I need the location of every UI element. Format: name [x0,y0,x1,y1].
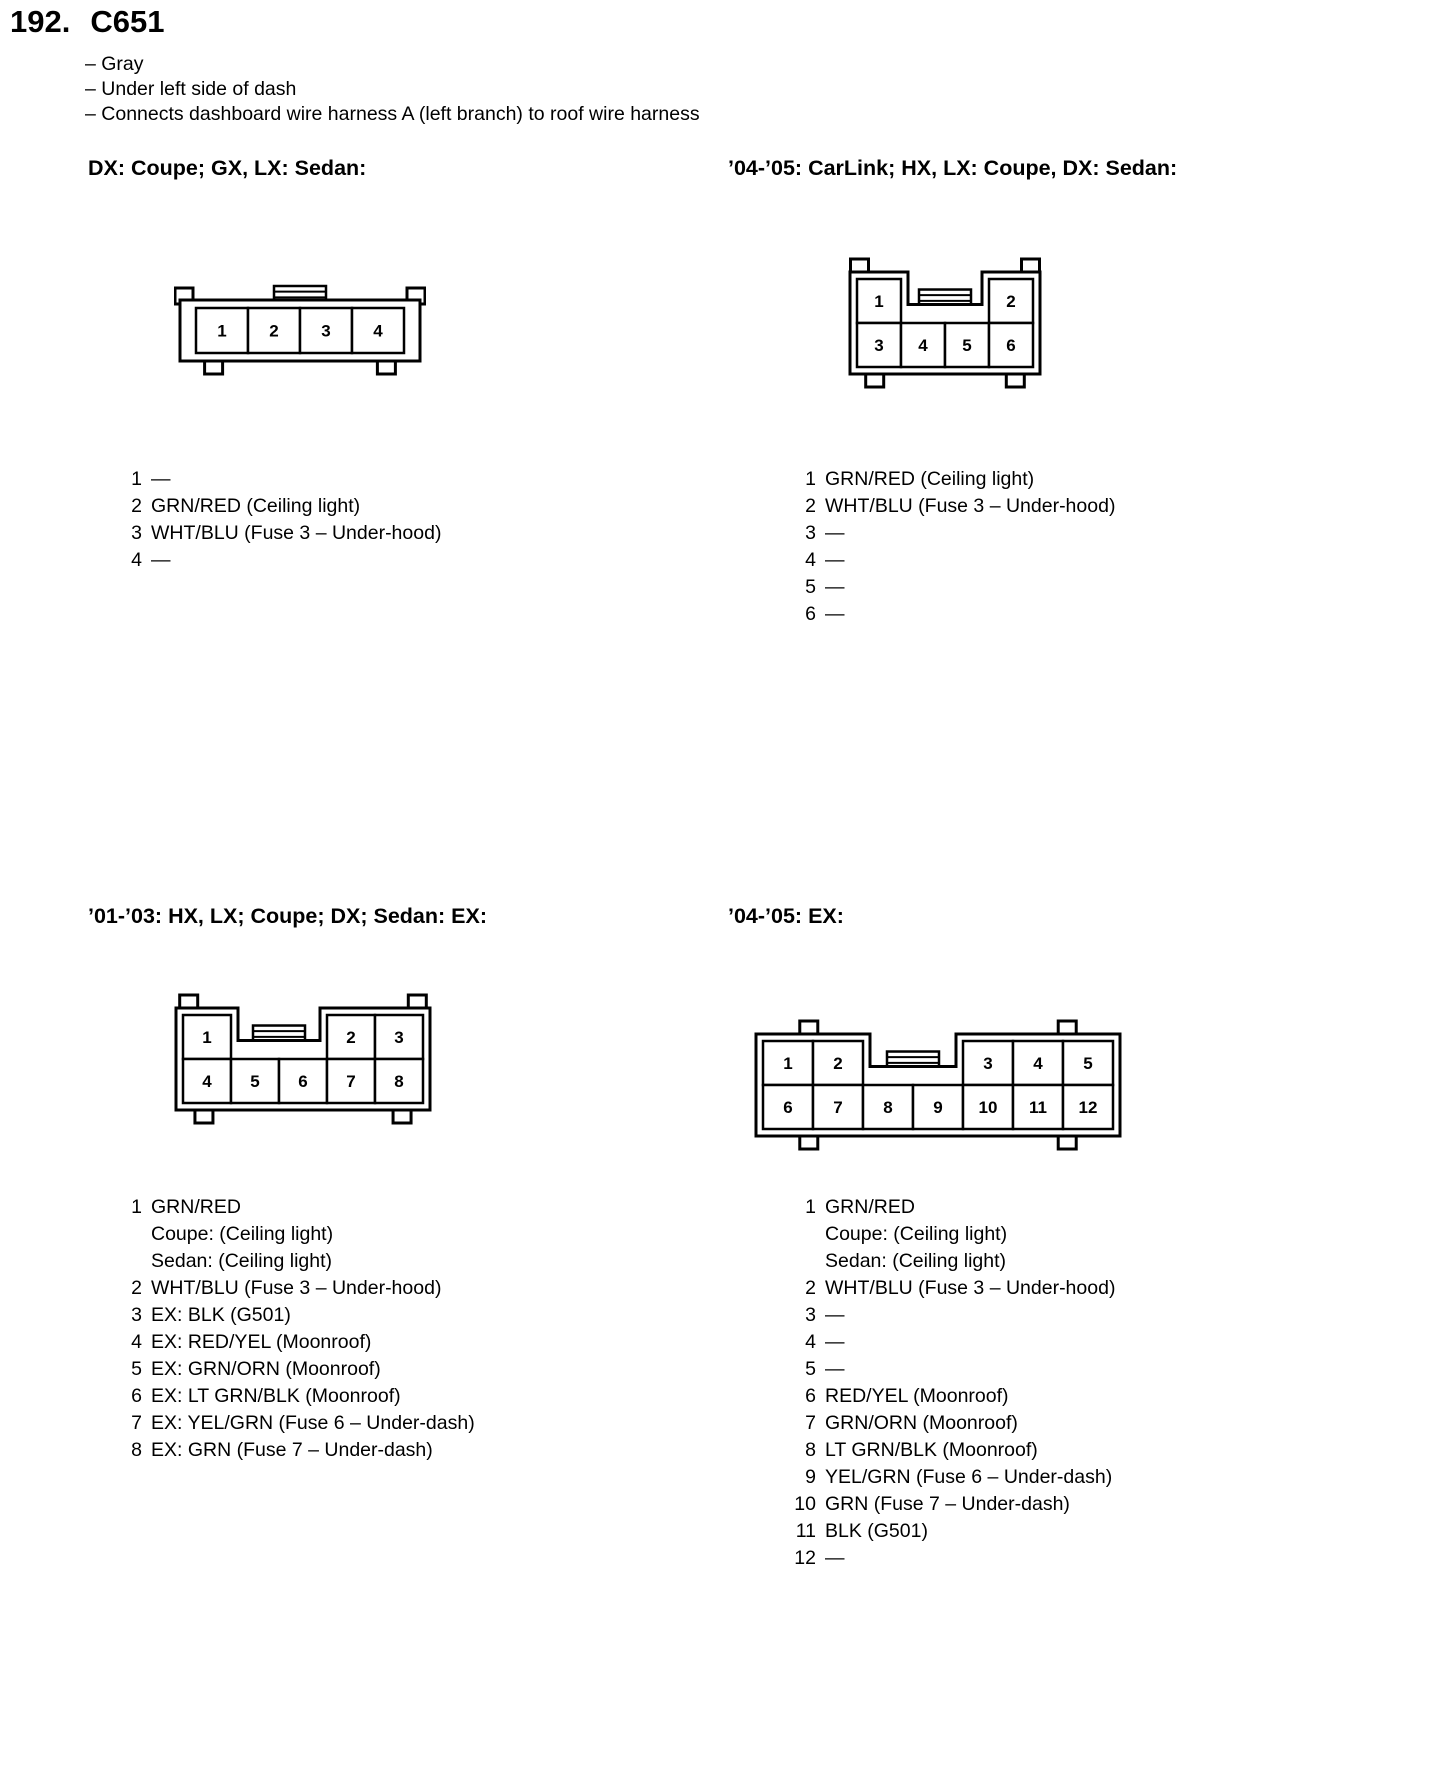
pin-wire-color: WHT/BLU (Fuse 3 – Under-hood) [151,522,442,544]
pin-cell-number: 8 [883,1098,893,1117]
pin-label [825,466,1034,493]
pin-wire-color: EX: GRN (Fuse 7 – Under-dash) [151,1439,433,1461]
pin-row [790,1356,1115,1383]
pin-number: 2 [131,495,142,517]
pin-number: 2 [805,1277,816,1299]
pin-row [116,466,441,493]
pin-wire-color: GRN/RED [825,1196,915,1218]
pin-row [116,1194,475,1275]
pin-row [790,1302,1115,1329]
note-line: – Under left side of dash [85,78,297,100]
pin-number: 5 [131,1358,142,1380]
pin-label [151,1410,475,1437]
pin-label [825,1329,845,1356]
pin-number: 6 [131,1385,142,1407]
pin-label [825,1545,845,1572]
section-04-05-ex [728,898,1428,1778]
pin-label [825,1275,1115,1302]
connector-diagram [752,1018,1124,1157]
pin-row [790,1464,1115,1491]
pin-label [151,1329,371,1356]
pin-wire-color: BLK (G501) [825,1520,928,1542]
pin-cell-number: 1 [783,1054,793,1073]
pin-cell-number: 3 [874,336,884,355]
connector-notes [85,52,700,127]
pin-row [790,1410,1115,1437]
pin-cell-number: 2 [269,321,279,341]
pin-label [825,574,845,601]
pin-label [825,520,845,547]
pin-number: 5 [805,1358,816,1380]
pin-cell-number: 7 [833,1098,843,1117]
pin-number: 11 [795,1520,816,1542]
pin-label [151,1275,441,1302]
connector-diagram [174,280,426,384]
pin-number: 7 [131,1412,142,1434]
pin-label [825,1518,928,1545]
section-title: DX: Coupe; GX, LX: Sedan: [88,156,367,180]
pin-number: 1 [805,468,816,490]
pin-row [790,547,1115,574]
connector-diagram [846,256,1044,395]
pin-cell-number: 10 [978,1098,998,1117]
pin-label [151,466,171,493]
pin-number: 6 [805,603,816,625]
pinout-list [790,466,1115,628]
pin-cell-number: 6 [298,1072,308,1091]
pin-number: 1 [131,1196,142,1218]
pin-wire-color: WHT/BLU (Fuse 3 – Under-hood) [151,1277,442,1299]
pin-row [790,1491,1115,1518]
pin-cell-number: 4 [1033,1054,1043,1073]
pin-number: 1 [805,1196,816,1218]
pin-cell-number: 4 [918,336,928,355]
pin-row [790,466,1115,493]
pin-wire-note: Coupe: (Ceiling light) [825,1223,1008,1245]
pin-row [116,1275,475,1302]
pin-row [790,1383,1115,1410]
pin-cell-number: 9 [933,1098,943,1117]
pin-wire-note: Sedan: (Ceiling light) [151,1250,333,1272]
pin-row [790,493,1115,520]
pin-row [790,574,1115,601]
pin-cell-number: 5 [1083,1054,1093,1073]
pin-label [825,547,845,574]
pin-number: 8 [131,1439,142,1461]
section-title: ’01-’03: HX, LX; Coupe; DX; Sedan: EX: [88,904,487,928]
pin-number: 4 [131,549,142,571]
pin-wire-note: Coupe: (Ceiling light) [151,1223,334,1245]
pin-row [116,1383,475,1410]
pin-cell-number: 5 [962,336,972,355]
pin-label [825,601,845,628]
pin-wire-color: GRN (Fuse 7 – Under-dash) [825,1493,1070,1515]
pin-label [151,493,360,520]
pin-row [790,1518,1115,1545]
pin-cell-number: 4 [373,321,383,341]
pin-number: 3 [131,1304,142,1326]
pin-label [825,1356,845,1383]
pin-wire-color: LT GRN/BLK (Moonroof) [825,1439,1038,1461]
pin-wire-color: GRN/RED (Ceiling light) [825,468,1035,490]
pin-label [151,547,171,574]
pin-wire-color: GRN/RED (Ceiling light) [151,495,361,517]
pin-cell-number: 5 [250,1072,260,1091]
pin-label [151,520,441,547]
pin-label [151,1383,401,1410]
pin-wire-color: EX: BLK (G501) [151,1304,291,1326]
pin-number: 1 [131,468,142,490]
pin-cell-number: 4 [202,1072,212,1091]
pin-wire-color: — [825,603,845,625]
pin-number: 9 [805,1466,816,1488]
pin-row [116,1437,475,1464]
connector-drawing [846,256,1044,390]
pin-cell-number: 3 [394,1028,404,1047]
pin-number: 2 [131,1277,142,1299]
pin-wire-color: — [825,522,845,544]
section-01-03-hx-lx-coupe-dx-sedan-ex [88,898,708,1778]
pin-number: 7 [805,1412,816,1434]
pin-label [151,1356,381,1383]
connector-drawing [752,1018,1124,1152]
pin-row [790,1437,1115,1464]
connector-diagram [172,992,434,1131]
pin-number: 3 [131,522,142,544]
pin-row [116,547,441,574]
pin-wire-color: — [151,549,171,571]
pin-cell-number: 8 [394,1072,404,1091]
pin-number: 12 [794,1547,816,1569]
pin-wire-color: — [825,1358,845,1380]
pin-wire-color: EX: LT GRN/BLK (Moonroof) [151,1385,401,1407]
pin-label [825,1302,845,1329]
pin-wire-color: EX: RED/YEL (Moonroof) [151,1331,372,1353]
pin-wire-color: WHT/BLU (Fuse 3 – Under-hood) [825,1277,1116,1299]
pin-number: 4 [805,1331,816,1353]
pin-wire-color: — [151,468,171,490]
pin-number: 2 [805,495,816,517]
pin-number: 4 [131,1331,142,1353]
pin-number: 3 [805,522,816,544]
pin-cell-number: 3 [983,1054,993,1073]
pin-number: 6 [805,1385,816,1407]
pin-wire-color: — [825,576,845,598]
pin-wire-color: GRN/ORN (Moonroof) [825,1412,1018,1434]
pin-row [116,520,441,547]
pin-row [790,1275,1115,1302]
pin-wire-color: GRN/RED [151,1196,241,1218]
pin-number: 10 [794,1493,816,1515]
pin-row [790,601,1115,628]
pin-row [116,1329,475,1356]
pin-cell-number: 6 [783,1098,793,1117]
pinout-list [116,1194,475,1464]
pin-label [825,1194,1007,1275]
pin-cell-number: 6 [1006,336,1016,355]
connector-drawing [174,280,426,379]
pin-label [825,1437,1038,1464]
section-title: ’04-’05: CarLink; HX, LX: Coupe, DX: Sedan: [728,156,1178,180]
pin-cell-number: 1 [217,321,227,341]
pinout-list [116,466,441,574]
connector-drawing [172,992,434,1126]
note-line: – Connects dashboard wire harness A (left branch) to roof wire harness [85,103,700,125]
pin-label [151,1194,333,1275]
pin-row [116,1302,475,1329]
pin-number: 8 [805,1439,816,1461]
pin-number: 5 [805,576,816,598]
pin-row [116,1410,475,1437]
pin-row [116,1356,475,1383]
page-heading [10,4,164,40]
pin-label [825,493,1115,520]
section-title: ’04-’05: EX: [728,904,844,928]
heading-number: 192. [10,4,71,39]
pin-row [790,1194,1115,1275]
note-line: – Gray [85,53,144,75]
pin-cell-number: 7 [346,1072,356,1091]
pin-wire-color: RED/YEL (Moonroof) [825,1385,1009,1407]
pin-wire-color: — [825,1547,845,1569]
pin-cell-number: 11 [1029,1098,1047,1117]
pin-label [825,1410,1018,1437]
pin-cell-number: 2 [1006,292,1016,311]
pin-cell-number: 3 [321,321,331,341]
pin-number: 4 [805,549,816,571]
pin-wire-color: — [825,1331,845,1353]
pin-cell-number: 2 [833,1054,843,1073]
heading-connector-code: C651 [90,4,165,39]
pin-label [825,1491,1070,1518]
pin-row [790,1329,1115,1356]
pin-label [151,1302,291,1329]
section-04-05-carlink-hx-lx-coupe-dx-sedan [728,150,1408,895]
pin-wire-note: Sedan: (Ceiling light) [825,1250,1007,1272]
pin-label [151,1437,433,1464]
pin-cell-number: 2 [346,1028,356,1047]
pin-label [825,1383,1009,1410]
pin-wire-color: — [825,1304,845,1326]
pin-wire-color: — [825,549,845,571]
pin-cell-number: 12 [1078,1098,1098,1117]
pin-label [825,1464,1112,1491]
pin-wire-color: EX: GRN/ORN (Moonroof) [151,1358,381,1380]
pin-wire-color: EX: YEL/GRN (Fuse 6 – Under-dash) [151,1412,475,1434]
pin-cell-number: 1 [202,1028,212,1047]
pin-wire-color: WHT/BLU (Fuse 3 – Under-hood) [825,495,1116,517]
pin-number: 3 [805,1304,816,1326]
pin-cell-number: 1 [874,292,884,311]
section-dx-coupe-gx-lx-sedan [88,150,708,895]
pin-row [790,520,1115,547]
pin-row [116,493,441,520]
pinout-list [790,1194,1115,1572]
pin-row [790,1545,1115,1572]
pin-wire-color: YEL/GRN (Fuse 6 – Under-dash) [825,1466,1113,1488]
